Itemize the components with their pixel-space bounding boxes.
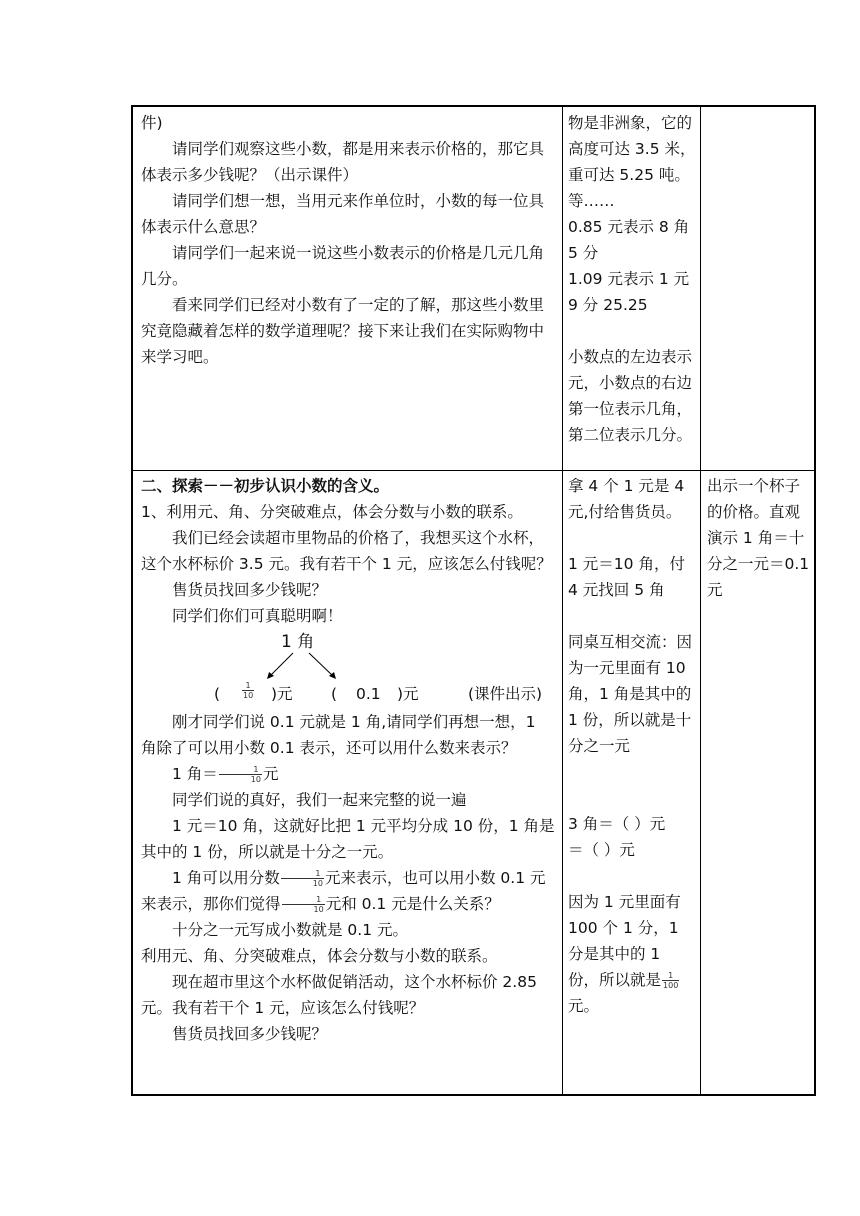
jiao-diagram bbox=[141, 629, 555, 709]
paragraph: 我们已经会读超市里物品的价格了，我想买这个水杯，这个水杯标价 3.5 元。我有若干个 1 元，应该怎么付钱呢？ bbox=[141, 529, 552, 573]
equation-line: 1 角＝ $\frac{1}{10}$ 元 bbox=[172, 765, 279, 784]
row-divider bbox=[133, 470, 814, 471]
diagram-left-close: )元 bbox=[271, 685, 293, 703]
paragraph: 0.85 元表示 8 角 5 分 bbox=[568, 218, 690, 262]
paragraph: 小数点的左边表示元，小数点的右边第一位表示几角，第二位表示几分。 bbox=[568, 348, 693, 444]
paragraph: 因为 1 元里面有 100 个 1 分，1 分是其中的 1 份，所以就是 $\frac{1}{100}$ 元。 bbox=[568, 893, 681, 1015]
diagram-note: (课件出示) bbox=[468, 685, 543, 703]
paragraph: 十分之一元写成小数就是 0.1 元。 bbox=[172, 921, 409, 939]
paragraph: 同学们说的真好，我们一起来完整的说一遍 bbox=[172, 791, 467, 809]
left-top-cell bbox=[141, 110, 555, 370]
paragraph: 同桌互相交流：因为一元里面有 10 角，1 角是其中的 1 份，所以就是十分之一元 bbox=[568, 633, 693, 755]
paragraph: 看来同学们已经对小数有了一定的了解，那这些小数里究竟隐藏着怎样的数学道理呢？接下来让我们在实际购物中来学习吧。 bbox=[141, 296, 545, 366]
lesson-table bbox=[131, 105, 816, 1096]
right-bottom-cell bbox=[707, 473, 813, 603]
paragraph: 拿 4 个 1 元是 4 元,付给售货员。 bbox=[568, 477, 685, 521]
mid-top-cell bbox=[568, 110, 696, 448]
equation-line: ＝（ ）元 bbox=[568, 841, 635, 859]
diagram-right-open: ( bbox=[331, 685, 338, 703]
paragraph: 1 角可以用分数 $\frac{1}{10}$ 元来表示，也可以用小数 0.1 元来表示，那你们觉得 $\frac{1}{10}$ 元和 0.1 元是什么关系？ bbox=[141, 869, 546, 914]
paragraph: 现在超市里这个水杯做促销活动，这个水杯标价 2.85 元。我有若干个 1 元，应该怎么付钱呢？ bbox=[141, 973, 537, 1017]
column-divider-2 bbox=[700, 107, 701, 1094]
diagram-right-value: 0.1 bbox=[356, 685, 381, 703]
fraction-one-tenth: $\frac{1}{10}$ bbox=[219, 765, 262, 784]
column-divider-1 bbox=[562, 107, 563, 1094]
paragraph: 请同学们观察这些小数，都是用来表示价格的，那它具体表示多少钱呢？（出示课件） bbox=[141, 140, 545, 184]
diagram-right-close: )元 bbox=[397, 685, 419, 703]
paragraph: 1、利用元、角、分突破难点，体会分数与小数的联系。 bbox=[141, 503, 523, 521]
paragraph: 出示一个杯子的价格。直观演示 1 角＝十分之一元＝0.1 元 bbox=[707, 477, 810, 599]
section-heading: 二、探索－－初步认识小数的含义。 bbox=[141, 477, 390, 495]
paragraph: 物是非洲象，它的高度可达 3.5 米，重可达 5.25 吨。等…… bbox=[568, 114, 696, 210]
diagram-top-label: 1 角 bbox=[281, 632, 315, 652]
paragraph: 请同学们想一想，当用元来作单位时，小数的每一位具体表示什么意思？ bbox=[141, 192, 545, 236]
fraction-one-tenth: $\frac{1}{10}$ bbox=[243, 681, 254, 700]
paragraph: 1.09 元表示 1 元 9 分 25.25 bbox=[568, 270, 690, 314]
mid-bottom-cell bbox=[568, 473, 696, 1019]
paragraph: 刚才同学们说 0.1 元就是 1 角,请同学们再想一想，1 角除了可以用小数 0.1 表示，还可以用什么数来表示？ bbox=[141, 713, 536, 757]
diagram-left-open: ( bbox=[214, 685, 221, 703]
fraction-one-tenth: $\frac{1}{10}$ bbox=[281, 869, 324, 888]
left-bottom-cell bbox=[141, 473, 555, 1047]
text-line: 件) bbox=[141, 114, 163, 132]
paragraph: 请同学们一起来说一说这些小数表示的价格是几元几角几分。 bbox=[141, 244, 545, 288]
paragraph: 1 元＝10 角，付 4 元找回 5 角 bbox=[568, 555, 685, 599]
paragraph: 同学们你们可真聪明啊！ bbox=[172, 607, 343, 625]
fraction-one-tenth: $\frac{1}{10}$ bbox=[282, 895, 325, 914]
paragraph: 利用元、角、分突破难点，体会分数与小数的联系。 bbox=[141, 947, 498, 965]
fraction-one-hundredth: $\frac{1}{100}$ bbox=[663, 971, 679, 990]
paragraph: 1 元＝10 角，这就好比把 1 元平均分成 10 份，1 角是其中的 1 份，所以就是十分之一元。 bbox=[141, 817, 555, 861]
paragraph: 售货员找回多少钱呢？ bbox=[172, 1025, 328, 1043]
paragraph: 售货员找回多少钱呢？ bbox=[172, 581, 328, 599]
equation-line: 3 角＝（ ）元 bbox=[568, 815, 666, 833]
